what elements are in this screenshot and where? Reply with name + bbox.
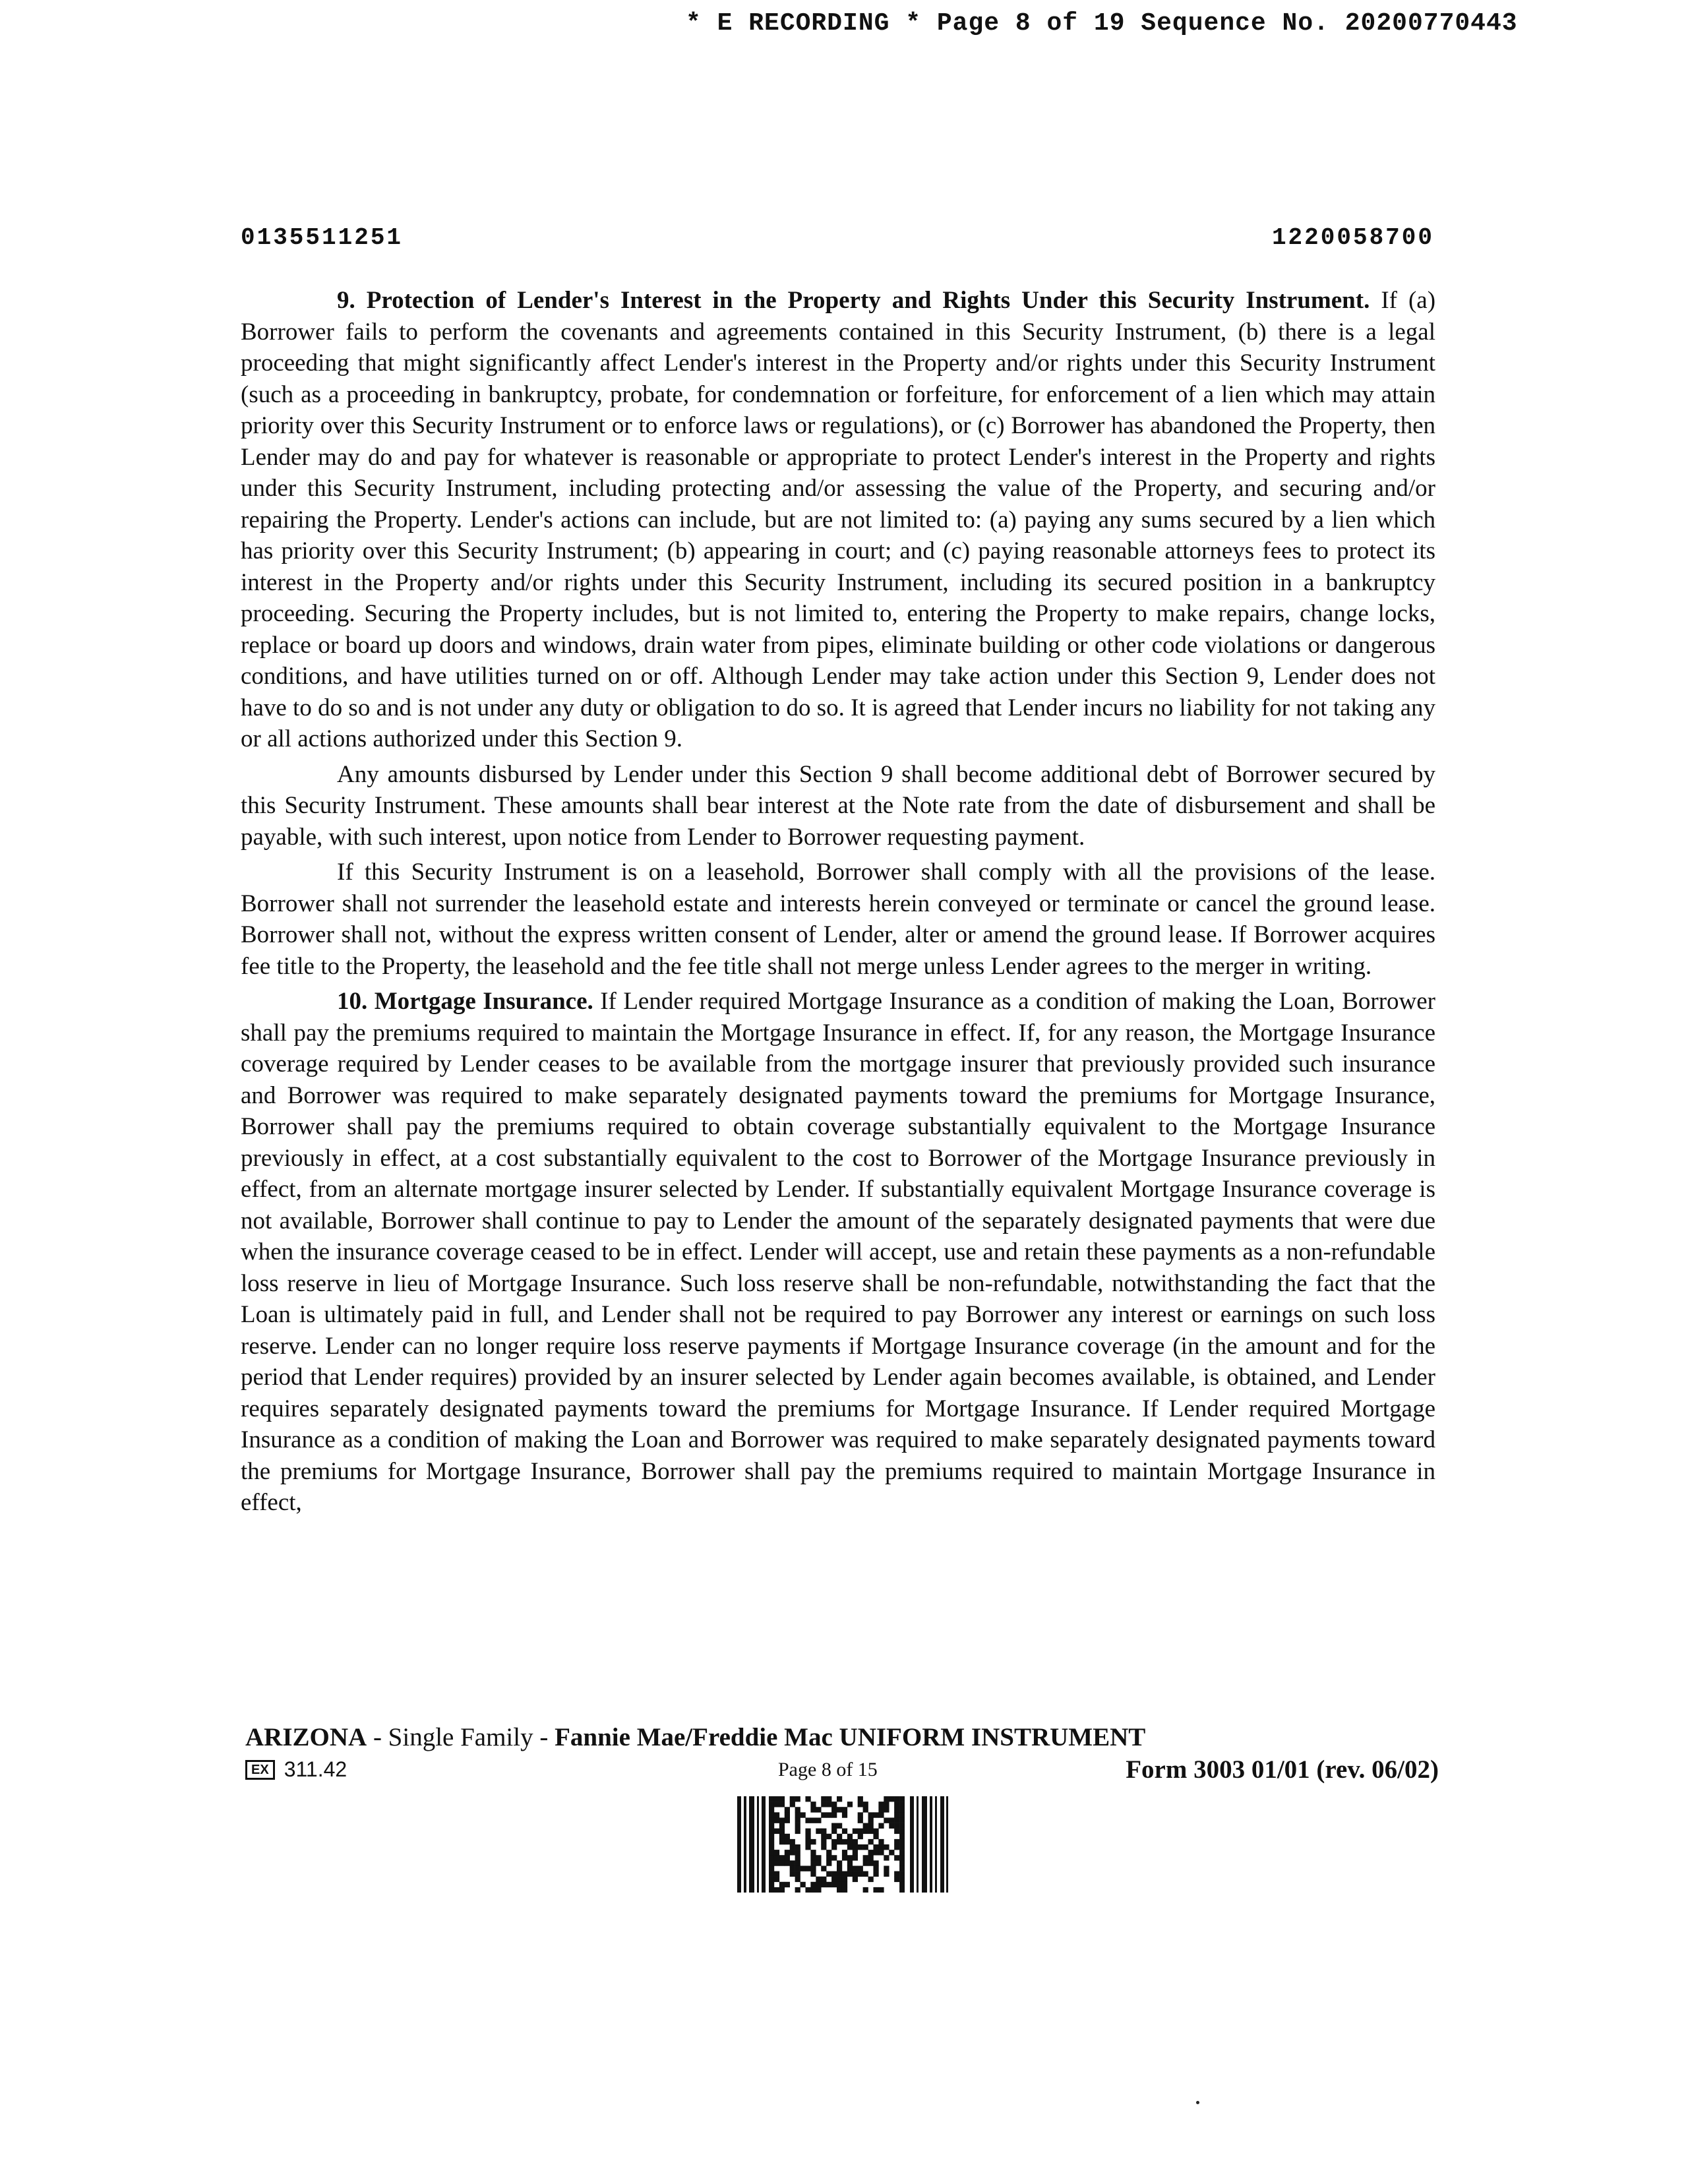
section-9-paragraph-1 [241, 285, 1435, 755]
document-body [241, 285, 1435, 1523]
loan-number-right: 1220058700 [1271, 224, 1434, 251]
footer-state: ARIZONA [245, 1723, 367, 1751]
document-footer [245, 1722, 1439, 1789]
section-9-paragraph-3: If this Security Instrument is on a leasehold, Borrower shall comply with all the provisions of the lease. Borrower shall not surrender the leasehold estate and interests herein conveyed or terminate or cancel the ground lease. Borrower shall not, without the express written consent of Lender, alter or amend the ground lease. If Borrower acquires fee title to the Property, the leasehold and the fee title shall not merge unless Lender agrees to the merger in writing. [241, 859, 1435, 980]
barcode-matrix [769, 1796, 905, 1893]
footer-instrument: Fannie Mae/Freddie Mac UNIFORM INSTRUMENT [555, 1723, 1146, 1751]
loan-number-left: 0135511251 [241, 224, 404, 251]
section-9-heading: 9. Protection of Lender's Interest in the Property and Rights Under this Security Instrument. [337, 287, 1370, 314]
barcode-icon [737, 1796, 950, 1893]
footer-sep: - Single Family - [367, 1723, 555, 1751]
footer-form-number: Form 3003 01/01 (rev. 06/02) [1126, 1755, 1439, 1784]
footer-page-number: Page 8 of 15 [778, 1759, 878, 1780]
scan-speck [1196, 2101, 1199, 2104]
footer-code-group [245, 1757, 347, 1782]
recording-header: * E RECORDING * Page 8 of 19 Sequence No. 20200770443 [686, 9, 1518, 38]
footer-row [245, 1755, 1439, 1789]
section-10-text: If Lender required Mortgage Insurance as a condition of making the Loan, Borrower shall pay the premiums required to maintain the Mortgage Insurance in effect. If, for any reason, the Mortgage Insurance coverage required by Lender ceases to be available from the mortgage insurer that previously provided such insurance and Borrower was required to make separately designated payments toward the premiums for Mortgage Insurance, Borrower shall pay the premiums required to obtain coverage substantially equivalent to the Mortgage Insurance previously in effect, at a cost substantially equivalent to the cost to Borrower of the Mortgage Insurance previously in effect, from an alternate mortgage insurer selected by Lender. If substantially equivalent Mortgage Insurance coverage is not available, Borrower shall continue to pay to Lender the amount of the separately designated payments that were due when the insurance coverage ceased to be in effect. Lender will accept, use and retain these payments as a non-refundable loss reserve in lieu of Mortgage Insurance. Such loss reserve shall be non-refundable, notwithstanding the fact that the Loan is ultimately paid in full, and Lender shall not be required to pay Borrower any interest or earnings on such loss reserve. Lender can no longer require loss reserve payments if Mortgage Insurance coverage (in the amount and for the period that Lender requires) provided by an insurer selected by Lender again becomes available, is obtained, and Lender requires separately designated payments toward the premiums for Mortgage Insurance. If Lender required Mortgage Insurance as a condition of making the Loan and Borrower was required to make separately designated payments toward the premiums for Mortgage Insurance, Borrower shall pay the premiums required to maintain Mortgage Insurance in effect, [241, 988, 1435, 1516]
form-logo-icon: EX [245, 1760, 275, 1780]
section-10-paragraph [241, 986, 1435, 1519]
loan-numbers [241, 224, 1434, 251]
section-9-text-1: If (a) Borrower fails to perform the covenants and agreements contained in this Security Instrument, (b) there is a legal proceeding that might significantly affect Lender's interest in the Property and/or rights under this Security Instrument (such as a proceeding in bankruptcy, probate, for condemnation or forfeiture, for enforcement of a lien which may attain priority over this Security Instrument or to enforce laws or regulations), or (c) Borrower has abandoned the Property, then Lender may do and pay for whatever is reasonable or appropriate to protect Lender's interest in the Property and rights under this Security Instrument, including protecting and/or assessing the value of the Property, and securing and/or repairing the Property. Lender's actions can include, but are not limited to: (a) paying any sums secured by a lien which has priority over this Security Instrument; (b) appearing in court; and (c) paying reasonable attorneys fees to protect its interest in the Property and/or rights under this Security Instrument, including its secured position in a bankruptcy proceeding. Securing the Property includes, but is not limited to, entering the Property to make repairs, change locks, replace or board up doors and windows, drain water from pipes, eliminate building or other code violations or dangerous conditions, and have utilities turned on or off. Although Lender may take action under this Section 9, Lender does not have to do so and is not under any duty or obligation to do so. It is agreed that Lender incurs no liability for not taking any or all actions authorized under this Section 9. [241, 287, 1436, 752]
section-9-paragraph-2: Any amounts disbursed by Lender under this Section 9 shall become additional debt of Borrower secured by this Security Instrument. These amounts shall bear interest at the Note rate from the date of disbursement and shall be payable, with such interest, upon notice from Lender to Borrower requesting payment. [241, 760, 1435, 851]
footer-code: 311.42 [284, 1757, 347, 1781]
footer-title [245, 1722, 1439, 1752]
section-10-heading: 10. Mortgage Insurance. [337, 988, 593, 1015]
